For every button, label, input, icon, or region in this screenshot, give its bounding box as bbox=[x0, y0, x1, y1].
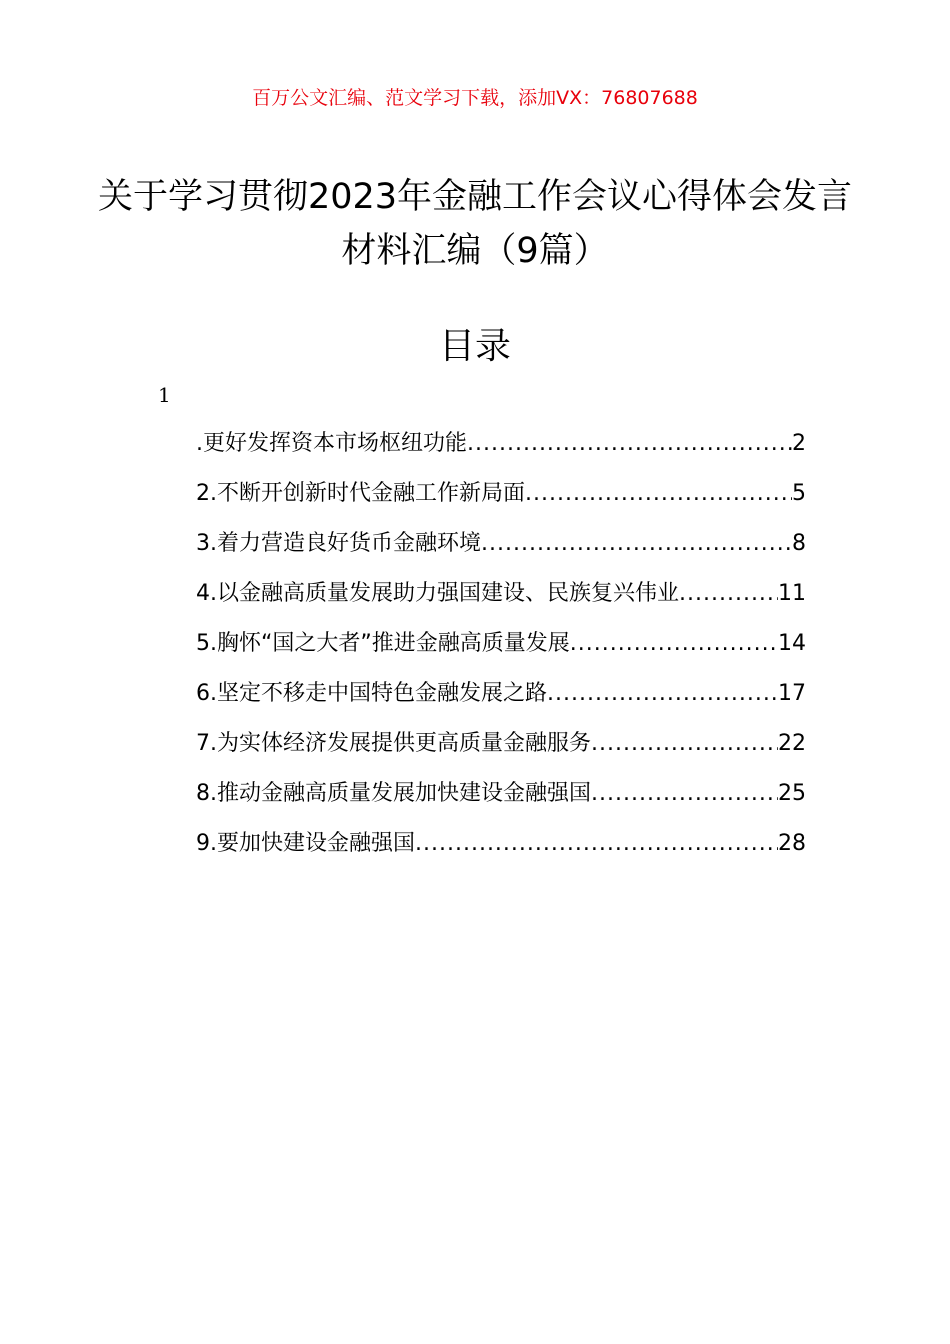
toc-entry[interactable] bbox=[196, 474, 806, 524]
toc-entry-page: 14 bbox=[778, 631, 806, 656]
toc-entry[interactable] bbox=[196, 524, 806, 574]
toc-entry[interactable] bbox=[196, 824, 806, 874]
toc-entry-label: .更好发挥资本市场枢纽功能 bbox=[196, 431, 467, 456]
toc-entry-label: 5.胸怀“国之大者”推进金融高质量发展 bbox=[196, 631, 570, 656]
toc-entry-label: 9.要加快建设金融强国 bbox=[196, 831, 415, 856]
toc-entry-label: 3.着力营造良好货币金融环境 bbox=[196, 531, 481, 556]
toc-dot-leader bbox=[570, 624, 778, 664]
toc-entry-label: 8.推动金融高质量发展加快建设金融强国 bbox=[196, 781, 591, 806]
toc-entry[interactable] bbox=[196, 424, 806, 474]
toc-dot-leader bbox=[591, 774, 778, 814]
toc-entry-label: 6.坚定不移走中国特色金融发展之路 bbox=[196, 681, 547, 706]
toc-entry[interactable] bbox=[196, 774, 806, 824]
toc-entry-page: 25 bbox=[778, 781, 806, 806]
stray-number: 1 bbox=[158, 383, 171, 407]
toc-entry-page: 8 bbox=[792, 531, 806, 556]
toc-entry[interactable] bbox=[196, 674, 806, 724]
table-of-contents bbox=[196, 424, 806, 874]
toc-entry-page: 5 bbox=[792, 481, 806, 506]
header-note: 百万公文汇编、范文学习下载，添加VX：76807688 bbox=[252, 87, 698, 109]
document-title: 关于学习贯彻2023年金融工作会议心得体会发言材料汇编（9篇） bbox=[97, 177, 853, 271]
toc-entry[interactable] bbox=[196, 724, 806, 774]
toc-dot-leader bbox=[547, 674, 778, 714]
toc-dot-leader bbox=[415, 824, 778, 864]
toc-entry-page: 11 bbox=[778, 581, 806, 606]
toc-dot-leader bbox=[679, 574, 778, 614]
toc-entry[interactable] bbox=[196, 624, 806, 674]
toc-entry-page: 2 bbox=[792, 431, 806, 456]
toc-entry-page: 17 bbox=[778, 681, 806, 706]
toc-dot-leader bbox=[467, 424, 792, 464]
toc-entry-label: 4.以金融高质量发展助力强国建设、民族复兴伟业 bbox=[196, 581, 679, 606]
toc-entry[interactable] bbox=[196, 574, 806, 624]
toc-entry-page: 28 bbox=[778, 831, 806, 856]
toc-entry-page: 22 bbox=[778, 731, 806, 756]
toc-entry-label: 7.为实体经济发展提供更高质量金融服务 bbox=[196, 731, 591, 756]
toc-dot-leader bbox=[525, 474, 792, 514]
toc-dot-leader bbox=[591, 724, 778, 764]
toc-heading: 目录 bbox=[438, 326, 511, 367]
toc-entry-label: 2.不断开创新时代金融工作新局面 bbox=[196, 481, 525, 506]
toc-dot-leader bbox=[481, 524, 792, 564]
